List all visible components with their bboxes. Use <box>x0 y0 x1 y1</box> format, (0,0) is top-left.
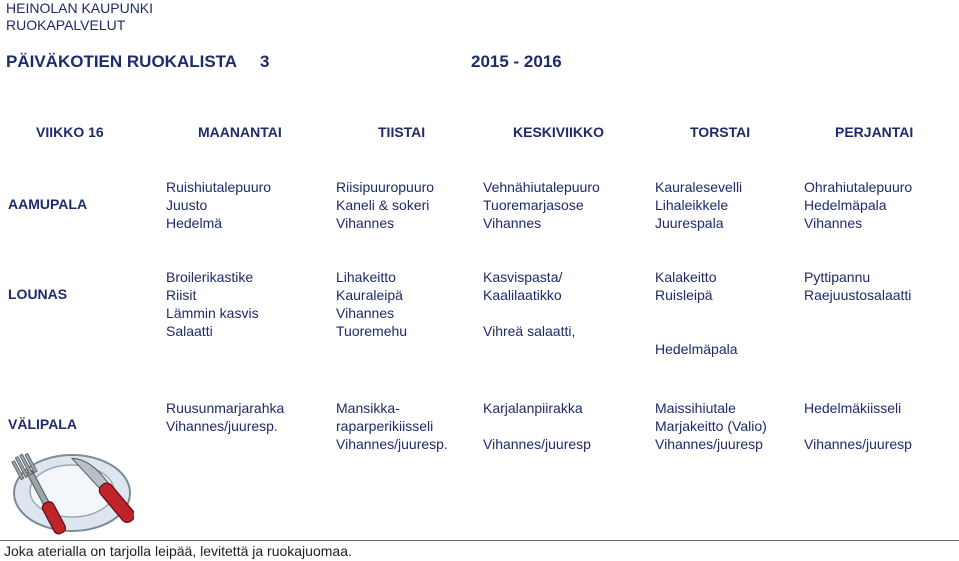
menu-line: Mansikka- <box>336 400 400 416</box>
menu-line <box>655 304 738 322</box>
menu-line: Salaatti <box>166 323 213 339</box>
footer <box>0 540 959 561</box>
plate-fork-knife-icon <box>4 437 134 537</box>
header-tuesday: TIISTAI <box>378 124 426 140</box>
menu-line: Vihannes <box>336 305 395 321</box>
header-wednesday: KESKIVIIKKO <box>513 124 605 140</box>
header-thursday: TORSTAI <box>690 124 751 140</box>
cell-valipala-thursday <box>655 399 767 453</box>
menu-number: 3 <box>260 52 270 71</box>
menu-line: Maissihiutale <box>655 400 736 416</box>
menu-line: Vihannes/juuresp <box>655 436 763 452</box>
menu-line: Vihannes/juuresp. <box>336 436 448 452</box>
menu-line <box>655 322 738 340</box>
menu-line: Kalakeitto <box>655 269 717 285</box>
cell-aamupala-tuesday <box>336 178 434 232</box>
cell-lounas-thursday <box>655 268 738 358</box>
menu-line: Kaneli & sokeri <box>336 197 430 213</box>
menu-line: Karjalanpiirakka <box>483 400 583 416</box>
cell-aamupala-monday <box>166 178 271 232</box>
header-week: VIIKKO 16 <box>36 124 104 140</box>
menu-line: Tuoremehu <box>336 323 408 339</box>
menu-line: Hedelmäpala <box>655 341 738 357</box>
menu-line: Tuoremarjasose <box>483 197 584 213</box>
header-friday: PERJANTAI <box>835 124 914 140</box>
cell-valipala-wednesday <box>483 399 591 453</box>
header-monday: MAANANTAI <box>198 124 282 140</box>
menu-line: Vihannes/juuresp. <box>166 418 278 434</box>
menu-line: Ruishiutalepuuro <box>166 179 272 195</box>
menu-line <box>483 304 575 322</box>
row-label-valipala: VÄLIPALA <box>8 416 77 432</box>
menu-line: Kauralesevelli <box>655 179 743 195</box>
menu-line: Riisit <box>166 287 197 303</box>
menu-line: Ruisleipä <box>655 287 713 303</box>
cell-valipala-friday <box>804 399 912 453</box>
row-label-lounas: LOUNAS <box>8 286 68 302</box>
menu-line: Hedelmäpala <box>804 197 887 213</box>
menu-line: Juusto <box>166 197 208 213</box>
cell-aamupala-thursday <box>655 178 742 232</box>
menu-line: Ohrahiutalepuuro <box>804 179 913 195</box>
footer-note: Joka aterialla on tarjolla leipää, levitettä ja ruokajuomaa. <box>4 543 352 559</box>
cell-lounas-friday <box>804 268 911 304</box>
menu-line <box>483 417 591 435</box>
cell-valipala-monday <box>166 399 284 435</box>
menu-line: Hedelmäkiisseli <box>804 400 902 416</box>
menu-line: Lihakeitto <box>336 269 396 285</box>
school-year: 2015 - 2016 <box>471 52 562 71</box>
menu-line: raparperikiisseli <box>336 418 434 434</box>
menu-line: Vihannes <box>804 215 863 231</box>
cell-lounas-monday <box>166 268 259 340</box>
page-title: PÄIVÄKOTIEN RUOKALISTA <box>6 52 238 71</box>
menu-line: Lihaleikkele <box>655 197 729 213</box>
menu-line: Marjakeitto (Valio) <box>655 418 767 434</box>
menu-line: Broilerikastike <box>166 269 254 285</box>
cell-aamupala-wednesday <box>483 178 600 232</box>
menu-line: Kaalilaatikko <box>483 287 562 303</box>
menu-line: Raejuustosalaatti <box>804 287 912 303</box>
org-name: HEINOLAN KAUPUNKI <box>6 0 154 16</box>
row-label-aamupala: AAMUPALA <box>8 196 88 212</box>
menu-line: Juurespala <box>655 215 724 231</box>
cell-lounas-tuesday <box>336 268 407 340</box>
menu-line: Hedelmä <box>166 215 223 231</box>
menu-line: Vehnähiutalepuuro <box>483 179 600 195</box>
cell-valipala-tuesday <box>336 399 448 453</box>
menu-line: Vihannes/juuresp <box>483 436 591 452</box>
menu-line: Vihannes/juuresp <box>804 436 912 452</box>
menu-line: Vihannes <box>483 215 542 231</box>
menu-line: Riisipuuropuuro <box>336 179 435 195</box>
menu-line <box>804 417 912 435</box>
menu-line: Vihannes <box>336 215 395 231</box>
menu-line: Pyttipannu <box>804 269 871 285</box>
cell-lounas-wednesday <box>483 268 575 340</box>
org-department: RUOKAPALVELUT <box>6 17 126 33</box>
menu-line: Vihreä salaatti, <box>483 323 576 339</box>
menu-line: Ruusunmarjarahka <box>166 400 285 416</box>
menu-line: Kauraleipä <box>336 287 403 303</box>
cell-aamupala-friday <box>804 178 912 232</box>
menu-line: Lämmin kasvis <box>166 305 259 321</box>
menu-line: Kasvispasta/ <box>483 269 563 285</box>
